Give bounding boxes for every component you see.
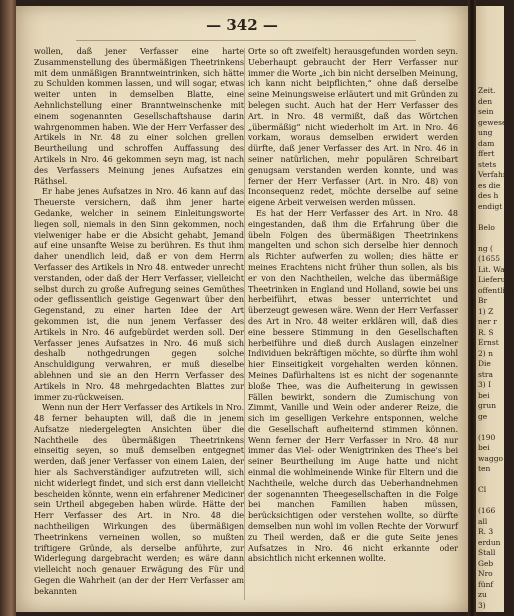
next-page-fragment: (1655 xyxy=(478,254,501,263)
next-page-fragment: ge xyxy=(478,411,488,421)
header-rule xyxy=(76,40,416,41)
next-page-fragment: fünf xyxy=(478,579,494,589)
next-page-fragment: bei xyxy=(478,443,490,452)
next-page-fragment: endigt xyxy=(478,201,503,211)
next-page-fragment: waggo xyxy=(478,453,504,463)
next-page-fragment: Br xyxy=(478,296,488,305)
next-page-fragment: 1) Z xyxy=(478,306,494,316)
next-page-fragment: offentlich xyxy=(478,285,514,295)
next-page-fragment: bei xyxy=(478,390,490,400)
next-page-fragment: Nro xyxy=(478,569,493,578)
next-page-fragment: Belo xyxy=(478,222,495,232)
next-page-fragment: Lit. Wa xyxy=(478,264,505,274)
paragraph: Wenn nun der Herr Verfasser des Artikels in Nro. 48 ferner behaupten will, daß die in jenem Aufsatze niedergelegten Ansichten über die Nachtheile des übermäßigen Theetrinkens einseitig seyen, so muß demselben entgegnet werden, daß jener Verfasser von einem Laien, der hier als Sachverständiger aufzutreten will, sich nicht widerlegt findet, und sich erst dann vielleicht bescheiden könnte, wenn ein erfahrener Mediciner sein Urtheil abgegeben haben würde. Hätte der Herr Verfasser des Art. in Nro. 48 die nachtheiligen Wirkungen des übermäßigen Theetrinkens verneinen wollen, so mußten triftigere Gründe, als derselbe anführte, zur Widerlegung dargebracht werden; es wäre dann vielleicht noch genauer Erwägung des Für und Gegen die Wahrheit (an der der Herr Verfasser am bekannten xyxy=(34,402,244,596)
next-page-fragment xyxy=(478,475,504,486)
next-page-fragment: 3) xyxy=(478,600,486,610)
next-page-fragment: sein xyxy=(478,107,494,116)
next-page-fragment xyxy=(478,212,504,223)
paragraph: Orte so oft zweifelt) herausgefunden worden seyn. Ueberhaupt gebraucht der Herr Verfasser nur immer die Worte „ich bin nicht derselben Meinung, ich kann nicht beipflichten,“ ohne daß derselbe seine Meinungsweise erläutert und mit Gründen zu belegen sucht. Auch hat der Herr Verfasser des Art. in Nro. 48 vermißt, daß das Wörtchen „übermäßig“ nicht wiederholt im Art. in Nro. 46 vorkam, woraus demselben erwidert werden dürfte, daß jener Verfasser des Art. in Nro. 46 in seiner natürlichen, mehr populären Schreibart genugsam verstanden werden konnte, und was ferner der Herr Verfasser (Art. in Nro. 48) von Inconsequenz redet, möchte derselbe auf seine eigene Arbeit verweisen werden müssen. xyxy=(248,46,458,208)
paragraph: wollen, daß jener Verfasser eine harte Zusammenstellung des übermäßigen Theetrinkens mit dem unmäßigen Branntweintrinken, sich hätte zu Schulden kommen lassen, und will sogar, etwas weiter unten in demselben Blatte, eine Aehnlichstellung einer Branntweinschenke mit einem sogenannten Gesellschaftshause darin wahrgenommen haben. Wie der Herr Verfasser des Artikels in Nr. 48 zu einer solchen grellen Beurtheilung und schroffen Auffassung des Artikels in Nro. 46 gekommen seyn mag, ist nach des Verfassers Meinung jenes Aufsatzes ein Räthsel. xyxy=(34,46,244,186)
next-page-fragment: R. 3 xyxy=(478,527,494,536)
paragraph: Es hat der Herr Verfasser des Art. in Nro. 48 eingestanden, daß ihm die Erfahrung über die übeln Folgen des übermäßigen Theetrinkens mangelten und schon sich derselbe hier dennoch als Richter aufwerfen zu wollen; dies hätte er meines Erachtens nicht früher thun sollen, als bis er von den Nachtheilen, welche das übermäßige Theetrinken in England und Holland, sowie bei uns herbeiführt, etwas besser unterrichtet und überzeugt gewesen wäre. Wenn der Herr Verfasser des Art in Nro. 48 weiter erklären will, daß dies eine bessere Stimmung in den Gesellschaften herbeiführe und dieß durch Auslagen einzelner Individuen bekräftigen möchte, so dürfte ihm wohl hier Einseitigkeit vorgehalten werden können. Meines Dafürhaltens ist es nicht der sogenannte bloße Thee, was die Aufheiterung in gewissen Fällen bewirkt, sondern die Zumischung von Zimmt, Vanille und Wein oder anderer Reize, die sich im geselligen Verkehre entsponnen, welche die Gesellschaft aufheiternd stimmen können. Wenn ferner der Herr Verfasser in Nro. 48 nur immer das Viel- oder Wenigtrinken des Thee's bei seiner Beurtheilung im Auge hatte und nicht einmal die wohlmeinende Winke für Eltern und die Nachtheile, welche durch das Ueberhandnehmen der sogenannten Theegesellschaften in die Folge bei manchen Familien haben müssen, berücksichtigen oder verstehen wollte, so dürfte demselben nun wohl im vollen Rechte der Vorwurf zu Theil werden, daß er die gute Seite jenes Aufsatzes in Nro. 46 nicht erkannte oder absichtlich nicht erkennen wollte. xyxy=(248,207,458,564)
next-page-fragment xyxy=(478,233,504,244)
next-page-fragment xyxy=(478,496,504,507)
next-page-fragment: den xyxy=(478,96,493,106)
book-page xyxy=(16,6,468,612)
next-page-fragment: ffert xyxy=(478,149,495,158)
column-divider xyxy=(244,48,245,600)
next-page-fragment: stets xyxy=(478,159,497,169)
book-spine-edge xyxy=(0,0,16,616)
book-gutter xyxy=(468,0,476,616)
next-page-fragment: ung xyxy=(478,128,493,137)
right-column xyxy=(248,46,458,602)
next-page-fragment: Zeit. xyxy=(478,86,496,95)
next-page-fragment: ten xyxy=(478,464,491,473)
next-page-fragment xyxy=(478,422,504,433)
next-page-fragment: Lieferun xyxy=(478,275,511,284)
paragraph: Er habe jenes Aufsatzes in Nro. 46 kann auf das Theuerste versichern, daß ihm jener harte Gedanke, welcher in seinem Einleitungsworte liegen soll, niemals in den Sinn gekommen, noch vielweniger habe er die Absicht gehabt, Jemand auf eine unsanfte Weise zu berühren. Es thut ihm daher unendlich leid, daß er von dem Herrn Verfasser des Artikels in Nro 48. entweder unrecht verstanden, oder daß der Herr Verfasser, vielleicht selbst durch zu große Aufregung seines Gemüthes oder geflissentlich geistige Gegenwart über den Gegenstand, zu einer harten Idee der Art gekommen ist, die nun jenem Verfasser des Artikels in Nro. 46 aufgebürdet werden soll. Der Verfasser jenes Aufsatzes in Nro. 46 muß sich deshalb nothgedrungen gegen solche Anschuldigung verwahren, er muß dieselbe ablehnen und sie an den Herrn Verfasser des Artikels in Nro. 48 mehrgedachten Blattes zur immer zu-rückweisen. xyxy=(34,186,244,402)
page-number: — 342 — xyxy=(206,16,278,34)
next-page-fragment: ner r xyxy=(478,317,497,326)
next-page-fragment: (166 xyxy=(478,506,496,515)
next-page-fragment: Stall xyxy=(478,548,496,557)
next-page-fragment: des h xyxy=(478,191,499,200)
next-page-fragment: 3) I xyxy=(478,380,492,389)
next-page-fragment: zu xyxy=(478,590,487,599)
next-page-fragment: stra xyxy=(478,369,493,379)
next-page-edge xyxy=(476,6,514,612)
next-page-fragment: R. S xyxy=(478,327,494,337)
next-page-fragment: Die xyxy=(478,359,491,368)
next-page-fragment: all xyxy=(478,516,488,526)
next-page-fragment: erdun xyxy=(478,537,501,547)
next-page-fragment: es die xyxy=(478,180,501,190)
next-page-fragment: 2) n xyxy=(478,348,493,358)
next-page-fragment: dam xyxy=(478,138,495,148)
next-page-fragment: Cl xyxy=(478,485,487,494)
next-page-fragment: gewesen xyxy=(478,117,512,127)
next-page-fragment: (190 xyxy=(478,432,496,442)
next-page-top-spacer xyxy=(476,6,504,86)
next-page-fragment: ng ( xyxy=(478,243,493,253)
left-column xyxy=(34,46,244,602)
next-page-fragment: grun xyxy=(478,401,497,410)
next-page-fragment: Geb xyxy=(478,558,494,568)
next-page-fragment: Verfahr xyxy=(478,170,507,179)
next-page-fragment: Ernst xyxy=(478,338,499,347)
